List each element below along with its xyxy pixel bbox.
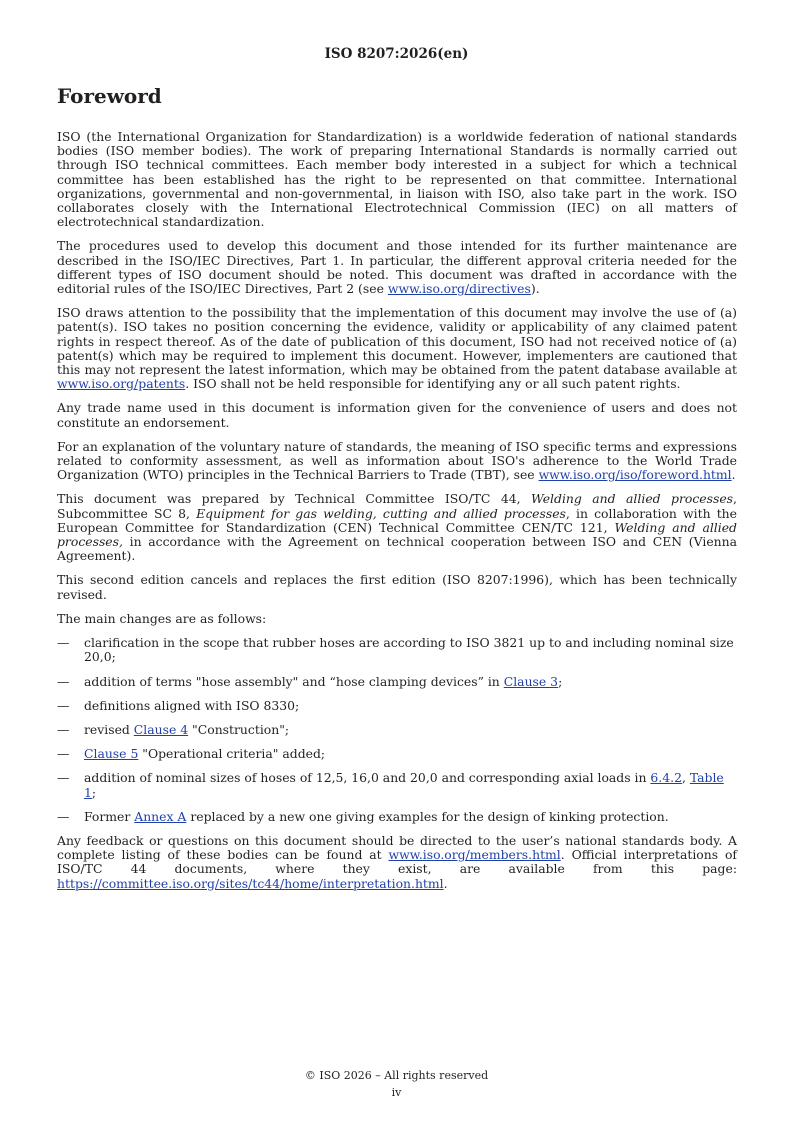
changes-list [57,636,737,824]
clause-4-link[interactable]: Clause 4 [133,721,189,737]
paragraph-trade-name: Any trade name used in this document is information given for the convenience of users and does not constitute an endorsement. [57,400,737,430]
members-link[interactable]: www.iso.org/members.html [388,847,561,863]
clause-3-link[interactable]: Clause 3 [503,673,559,689]
list-item: — definitions aligned with ISO 8330; [57,697,300,713]
clause-5-link[interactable]: Clause 5 [84,746,139,762]
paragraph-committee: This document was prepared by Technical Committee ISO/TC 44, Welding and allied processes, Subcommittee SC 8, Equipment for gas welding, cutting and allied processes, in collaboration with the European Committee for Standardization (CEN) Technical Committee CEN/TC 121, Welding and allied processes, in accordance with the Agreement on technical cooperation between ISO and CEN (Vienna Agreement). [57,491,737,564]
list-item: — Clause 5 "Operational criteria" added; [57,746,326,762]
foreword-link[interactable]: www.iso.org/iso/foreword.html [538,467,732,483]
document-id-header: ISO 8207:2026(en) [324,46,469,62]
paragraph-feedback: Any feedback or questions on this document should be directed to the user’s national standards body. A complete listing of these bodies can be found at www.iso.org/members.html. Official interpretations of ISO/TC 44 documents, where they exist, are available from this page: https://committee.iso.org/sites/tc44/home/interpretation.html. [57,832,737,891]
page-title: Foreword [57,84,162,108]
annex-a-link[interactable]: Annex A [134,808,187,824]
page-footer [0,1067,793,1101]
paragraph-edition: This second edition cancels and replaces the first edition (ISO 8207:1996), which has been technically revised. [57,572,737,602]
list-item: — clarification in the scope that rubber hoses are according to ISO 3821 up to and including nominal size 20,0; [57,635,734,665]
dash-bullet: — [57,635,70,651]
dash-bullet: — [57,746,70,762]
dash-bullet: — [57,770,70,786]
paragraph-procedures: The procedures used to develop this document and those intended for its further maintenance are described in the ISO/IEC Directives, Part 1. In particular, the different approval criteria needed for the different types of ISO document should be noted. This document was drafted in accordance with the editorial rules of the ISO/IEC Directives, Part 2 (see www.iso.org/directives). [57,238,737,297]
dash-bullet: — [57,808,70,824]
interpretation-link[interactable]: https://committee.iso.org/sites/tc44/home/interpretation.html [57,875,444,891]
paragraph-main-changes-intro: The main changes are as follows: [57,610,267,626]
list-item: — Former Annex A replaced by a new one giving examples for the design of kinking protection. [57,808,669,824]
patents-link[interactable]: www.iso.org/patents [57,376,186,392]
subclause-6-4-2-link[interactable]: 6.4.2 [650,770,682,786]
table-1-link[interactable]: Table 1 [84,770,724,800]
page-number: iv [391,1086,402,1099]
list-item: — addition of nominal sizes of hoses of 12,5, 16,0 and 20,0 and corresponding axial loads in 6.4.2, Table 1; [57,770,724,800]
dash-bullet: — [57,673,70,689]
dash-bullet: — [57,721,70,737]
list-item: — addition of terms "hose assembly" and “hose clamping devices” in Clause 3; [57,673,563,689]
list-item: — revised Clause 4 "Construction"; [57,721,290,737]
paragraph-patents: ISO draws attention to the possibility that the implementation of this document may involve the use of (a) patent(s). ISO takes no position concerning the evidence, validity or applicability of any claimed patent rights in respect thereof. As of the date of publication of this document, ISO had not received notice of (a) patent(s) which may be required to implement this document. However, implementers are cautioned that this may not represent the latest information, which may be obtained from the patent database available at www.iso.org/patents. ISO shall not be held responsible for identifying any or all such patent rights. [57,305,737,392]
paragraph-iso-intro: ISO (the International Organization for Standardization) is a worldwide federation of national standards bodies (ISO member bodies). The work of preparing International Standards is normally carried out through ISO technical committees. Each member body interested in a subject for which a technical committee has been established has the right to be represented on that committee. International organizations, governmental and non-governmental, in liaison with ISO, also take part in the work. ISO collaborates closely with the International Electrotechnical Commission (IEC) on all matters of electrotechnical standardization. [57,129,737,230]
foreword-body [57,130,737,901]
copyright-notice: © ISO 2026 – All rights reserved [304,1069,489,1082]
paragraph-voluntary-nature: For an explanation of the voluntary nature of standards, the meaning of ISO specific terms and expressions related to conformity assessment, as well as information about ISO's adherence to the World Trade Organization (WTO) principles in the Technical Barriers to Trade (TBT), see www.iso.org/iso/foreword.html. [57,438,737,483]
dash-bullet: — [57,697,70,713]
directives-link[interactable]: www.iso.org/directives [387,281,531,297]
